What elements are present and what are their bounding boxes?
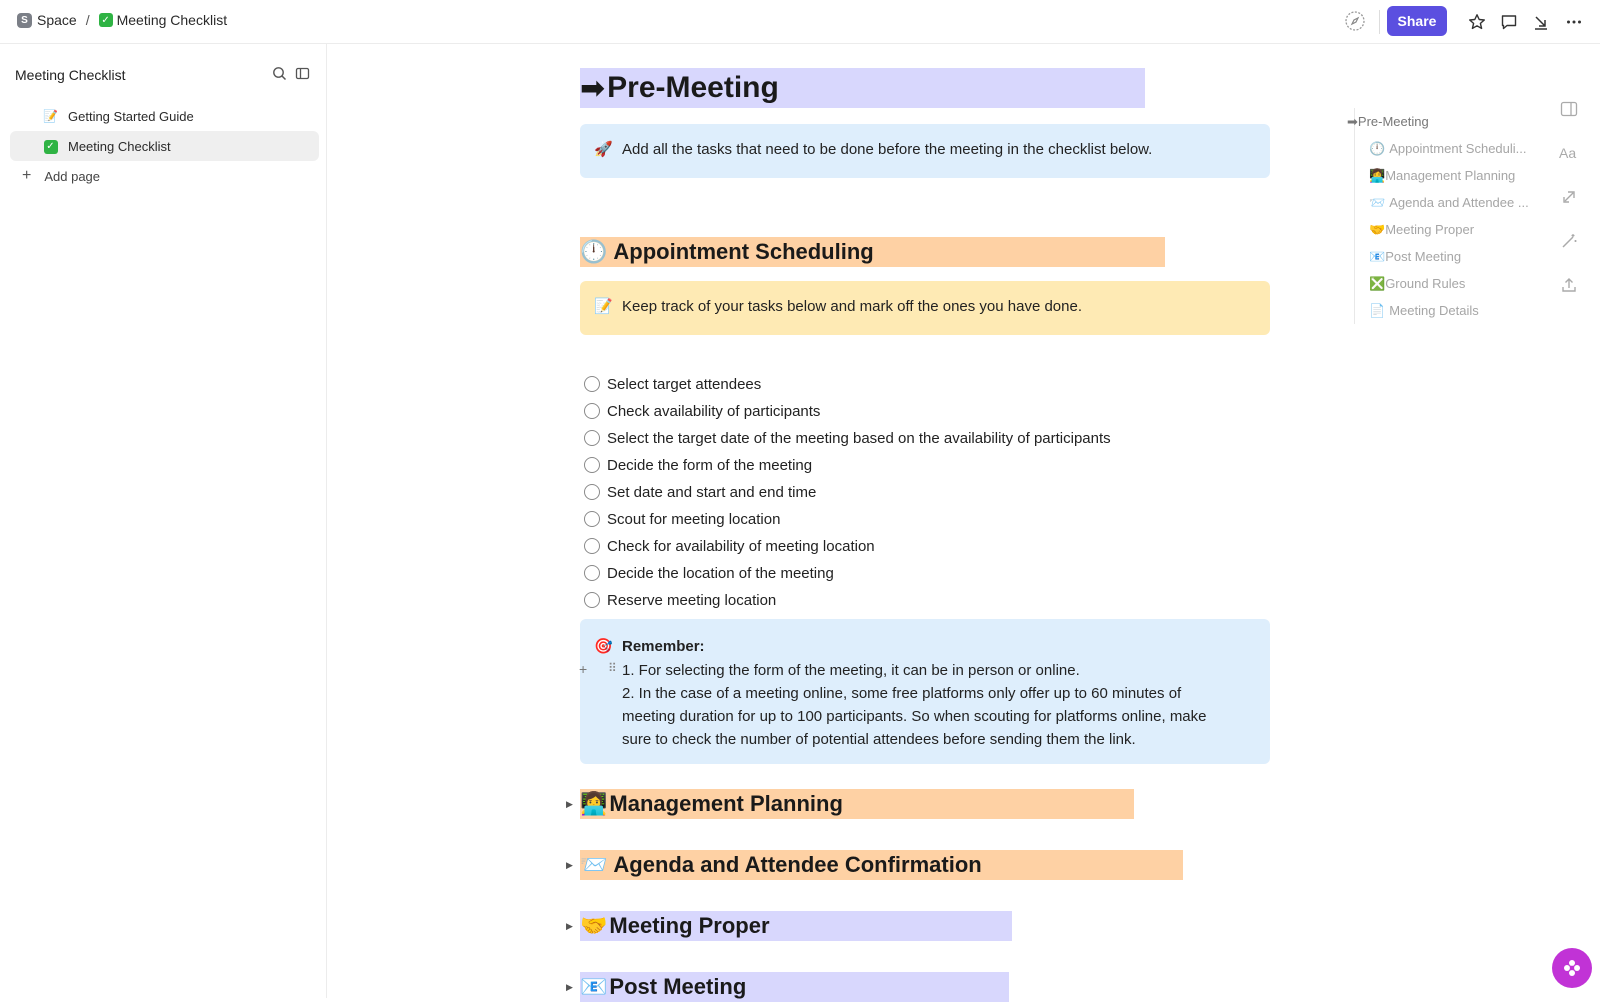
sidebar-toggle-icon[interactable]	[295, 66, 310, 86]
checklist-item[interactable]	[584, 454, 812, 476]
checklist-item[interactable]	[584, 535, 875, 557]
floating-action-button[interactable]	[1552, 948, 1592, 988]
breadcrumb-page[interactable]: Meeting Checklist	[116, 12, 228, 28]
checkbox[interactable]	[584, 565, 600, 581]
heading-text: Management Planning	[609, 791, 843, 816]
document-icon: 📄	[1369, 302, 1386, 318]
breadcrumb	[17, 12, 227, 28]
technologist-icon: 👩‍💻	[580, 791, 608, 816]
callout-text: Add all the tasks that need to be done before the meeting in the checklist below.	[622, 141, 1153, 158]
remember-line: 1. For selecting the form of the meeting, it can be in person or online.	[622, 662, 1080, 679]
arrow-right-icon: ➡	[580, 71, 606, 105]
checkbox[interactable]	[584, 430, 600, 446]
arrow-right-icon: ➡	[1347, 113, 1358, 129]
checklist-item[interactable]	[584, 481, 816, 503]
checkbox[interactable]	[584, 403, 600, 419]
expand-caret-icon[interactable]: ▶	[566, 859, 573, 870]
envelope-icon: 📨	[1369, 194, 1386, 210]
sidebar-item-label: Getting Started Guide	[68, 108, 194, 124]
toc-item-management[interactable]: 👩‍💻 Management Planning	[1369, 167, 1516, 183]
right-rail	[1556, 96, 1582, 298]
toc-item-pre-meeting[interactable]: ➡ Pre-Meeting	[1347, 113, 1429, 129]
heading-text: Meeting Proper	[609, 913, 770, 938]
checklist-item[interactable]	[584, 373, 761, 395]
checklist-item[interactable]	[584, 589, 776, 611]
heading-meeting-proper[interactable]	[566, 911, 1012, 941]
sidebar-item-getting-started[interactable]	[10, 101, 319, 131]
rocket-icon: 🚀	[594, 141, 613, 158]
sidebar-item-meeting-checklist[interactable]	[10, 131, 319, 161]
drag-handle-icon[interactable]: ⠿	[608, 661, 617, 675]
comment-icon[interactable]	[1495, 8, 1523, 36]
remember-line: meeting duration for up to 100 participants. So when scouting for platforms online, make	[622, 708, 1207, 725]
technologist-icon: 👩‍💻	[1369, 167, 1386, 183]
sidebar-title: Meeting Checklist	[15, 67, 126, 83]
memo-icon: 📝	[43, 109, 58, 123]
toc-item-meeting-details[interactable]: 📄 Meeting Details	[1369, 302, 1479, 318]
checkbox[interactable]	[584, 457, 600, 473]
task-label: Reserve meeting location	[607, 591, 777, 609]
heading-text: Agenda and Attendee Confirmation	[613, 852, 982, 877]
checkbox[interactable]	[584, 484, 600, 500]
toc-item-meeting-proper[interactable]: 🤝 Meeting Proper	[1369, 221, 1475, 237]
magic-wand-icon[interactable]	[1556, 228, 1582, 254]
checkbox[interactable]	[584, 376, 600, 392]
task-label: Decide the location of the meeting	[607, 564, 834, 582]
checkbox[interactable]	[584, 511, 600, 527]
task-label: Decide the form of the meeting	[607, 456, 813, 474]
sidebar-item-label: Meeting Checklist	[68, 138, 171, 154]
task-label: Scout for meeting location	[607, 510, 781, 528]
checkbox[interactable]	[584, 538, 600, 554]
handshake-icon: 🤝	[1369, 221, 1386, 237]
heading-management-planning[interactable]	[566, 789, 1134, 819]
add-block-icon[interactable]: +	[579, 661, 588, 677]
callout-pre-meeting[interactable]	[580, 124, 1270, 178]
top-bar	[0, 0, 1600, 44]
callout-text: Keep track of your tasks below and mark off the ones you have done.	[622, 298, 1082, 315]
clock-icon: 🕛	[580, 239, 608, 264]
email-icon: 📧	[580, 974, 608, 999]
table-of-contents	[1347, 108, 1544, 324]
typography-icon[interactable]	[1556, 140, 1582, 166]
svg-text:Aa: Aa	[1559, 145, 1577, 161]
more-icon[interactable]	[1560, 8, 1588, 36]
task-label: Select target attendees	[607, 375, 762, 393]
sidebar	[0, 44, 327, 998]
checkbox[interactable]	[584, 592, 600, 608]
toolbar-divider	[1379, 10, 1380, 34]
expand-caret-icon[interactable]: ▶	[566, 920, 573, 931]
callout-appointment[interactable]	[580, 281, 1270, 335]
panel-icon[interactable]	[1556, 96, 1582, 122]
envelope-icon: 📨	[580, 852, 608, 877]
checkmark-icon: ✓	[99, 13, 113, 27]
plus-icon: +	[22, 167, 32, 184]
compass-icon[interactable]	[1344, 10, 1366, 32]
handshake-icon: 🤝	[580, 913, 608, 938]
toc-item-ground-rules[interactable]: ❎ Ground Rules	[1369, 275, 1466, 291]
toc-item-post-meeting[interactable]: 📧 Post Meeting	[1369, 248, 1462, 264]
target-icon: 🎯	[594, 638, 613, 655]
toc-item-appointment[interactable]: 🕛 Appointment Scheduli...	[1369, 140, 1527, 156]
breadcrumb-space[interactable]: Space	[37, 12, 77, 28]
flower-icon	[1562, 958, 1582, 978]
cross-mark-icon: ❎	[1369, 275, 1386, 291]
heading-appointment-scheduling[interactable]	[580, 237, 1165, 267]
toc-item-agenda[interactable]: 📨 Agenda and Attendee ...	[1369, 194, 1529, 210]
memo-icon: 📝	[594, 298, 613, 315]
heading-text: Post Meeting	[609, 974, 747, 999]
share-button[interactable]: Share	[1387, 6, 1447, 36]
checklist-item[interactable]	[584, 562, 834, 584]
heading-agenda-attendee[interactable]	[566, 850, 1183, 880]
callout-remember[interactable]	[580, 619, 1270, 764]
heading-text: Pre-Meeting	[607, 71, 779, 104]
star-icon[interactable]	[1463, 8, 1491, 36]
task-label: Check for availability of meeting location	[607, 537, 875, 555]
remember-line: sure to check the number of potential attendees before sending them the link.	[622, 731, 1136, 748]
space-icon: S	[17, 13, 32, 28]
breadcrumb-separator: /	[85, 12, 90, 28]
expand-caret-icon[interactable]: ▶	[566, 798, 573, 809]
heading-pre-meeting[interactable]	[580, 68, 1145, 108]
checkmark-icon: ✓	[43, 138, 58, 154]
sidebar-actions	[272, 66, 310, 86]
checklist-item[interactable]	[584, 427, 1111, 449]
expand-caret-icon[interactable]: ▶	[566, 981, 573, 992]
task-label: Check availability of participants	[607, 402, 821, 420]
add-page-button[interactable]	[22, 167, 100, 185]
task-label: Select the target date of the meeting based on the availability of participants	[607, 429, 1111, 447]
clock-icon: 🕛	[1369, 140, 1386, 156]
upload-icon[interactable]	[1556, 272, 1582, 298]
email-icon: 📧	[1369, 248, 1386, 264]
link-icon[interactable]	[1556, 184, 1582, 210]
collapse-icon[interactable]	[1527, 8, 1555, 36]
checklist-item[interactable]	[584, 508, 780, 530]
remember-title: Remember:	[622, 638, 705, 655]
add-page-label: Add page	[44, 168, 101, 184]
heading-text: Appointment Scheduling	[613, 239, 874, 264]
task-label: Set date and start and end time	[607, 483, 817, 501]
remember-line: 2. In the case of a meeting online, some free platforms only offer up to 60 minutes of	[622, 685, 1182, 702]
checklist-item[interactable]	[584, 400, 820, 422]
search-icon[interactable]	[272, 66, 287, 86]
